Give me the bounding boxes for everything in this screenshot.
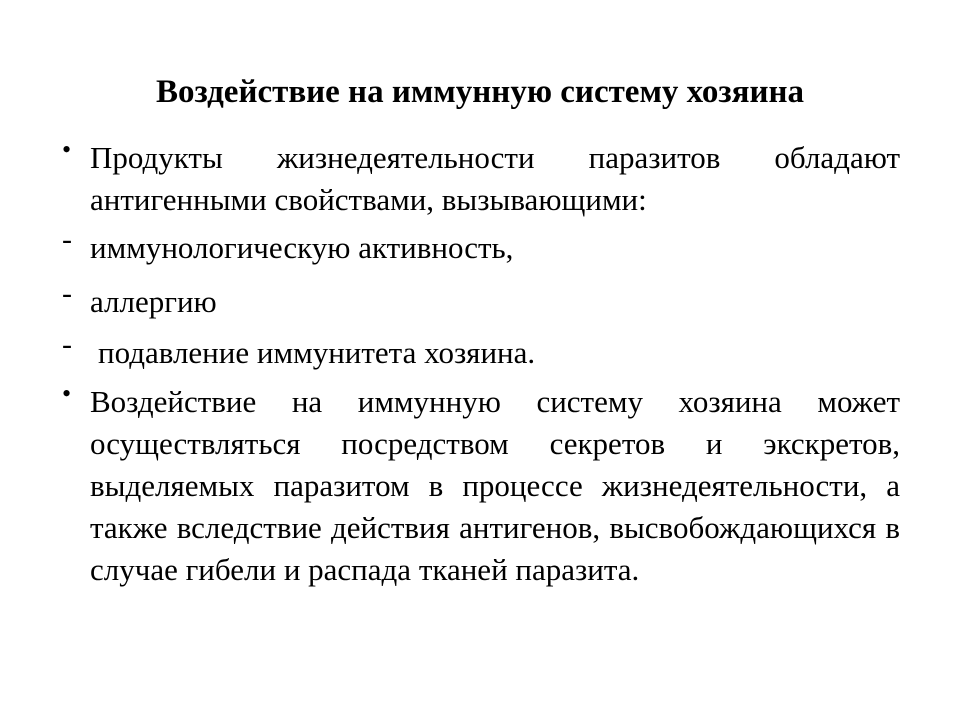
dash-marker: - (62, 223, 72, 256)
bullet-text: Продукты жизнедеятельности паразитов обладают антигенными свойствами, вызывающими: (90, 140, 900, 217)
bullet-marker: • (62, 135, 72, 164)
dash-marker: - (62, 277, 72, 310)
dash-marker: - (62, 328, 72, 361)
slide-title: Воздействие на иммунную систему хозяина (155, 74, 805, 110)
bullet-marker: • (62, 379, 72, 408)
dash-text: аллергию (90, 284, 217, 319)
dash-text: подавление иммунитета хозяина. (98, 335, 536, 370)
bullet-text: Воздействие на иммунную систему хозяина может осуществляться посредством секретов и экскретов, выделяемых паразитом в процессе жизнедеятельности, а также вследствие действия антигенов, высвобождающихся в случае гибели и распада тканей паразита. (90, 384, 900, 587)
dash-text: иммунологическую активность, (90, 230, 514, 265)
